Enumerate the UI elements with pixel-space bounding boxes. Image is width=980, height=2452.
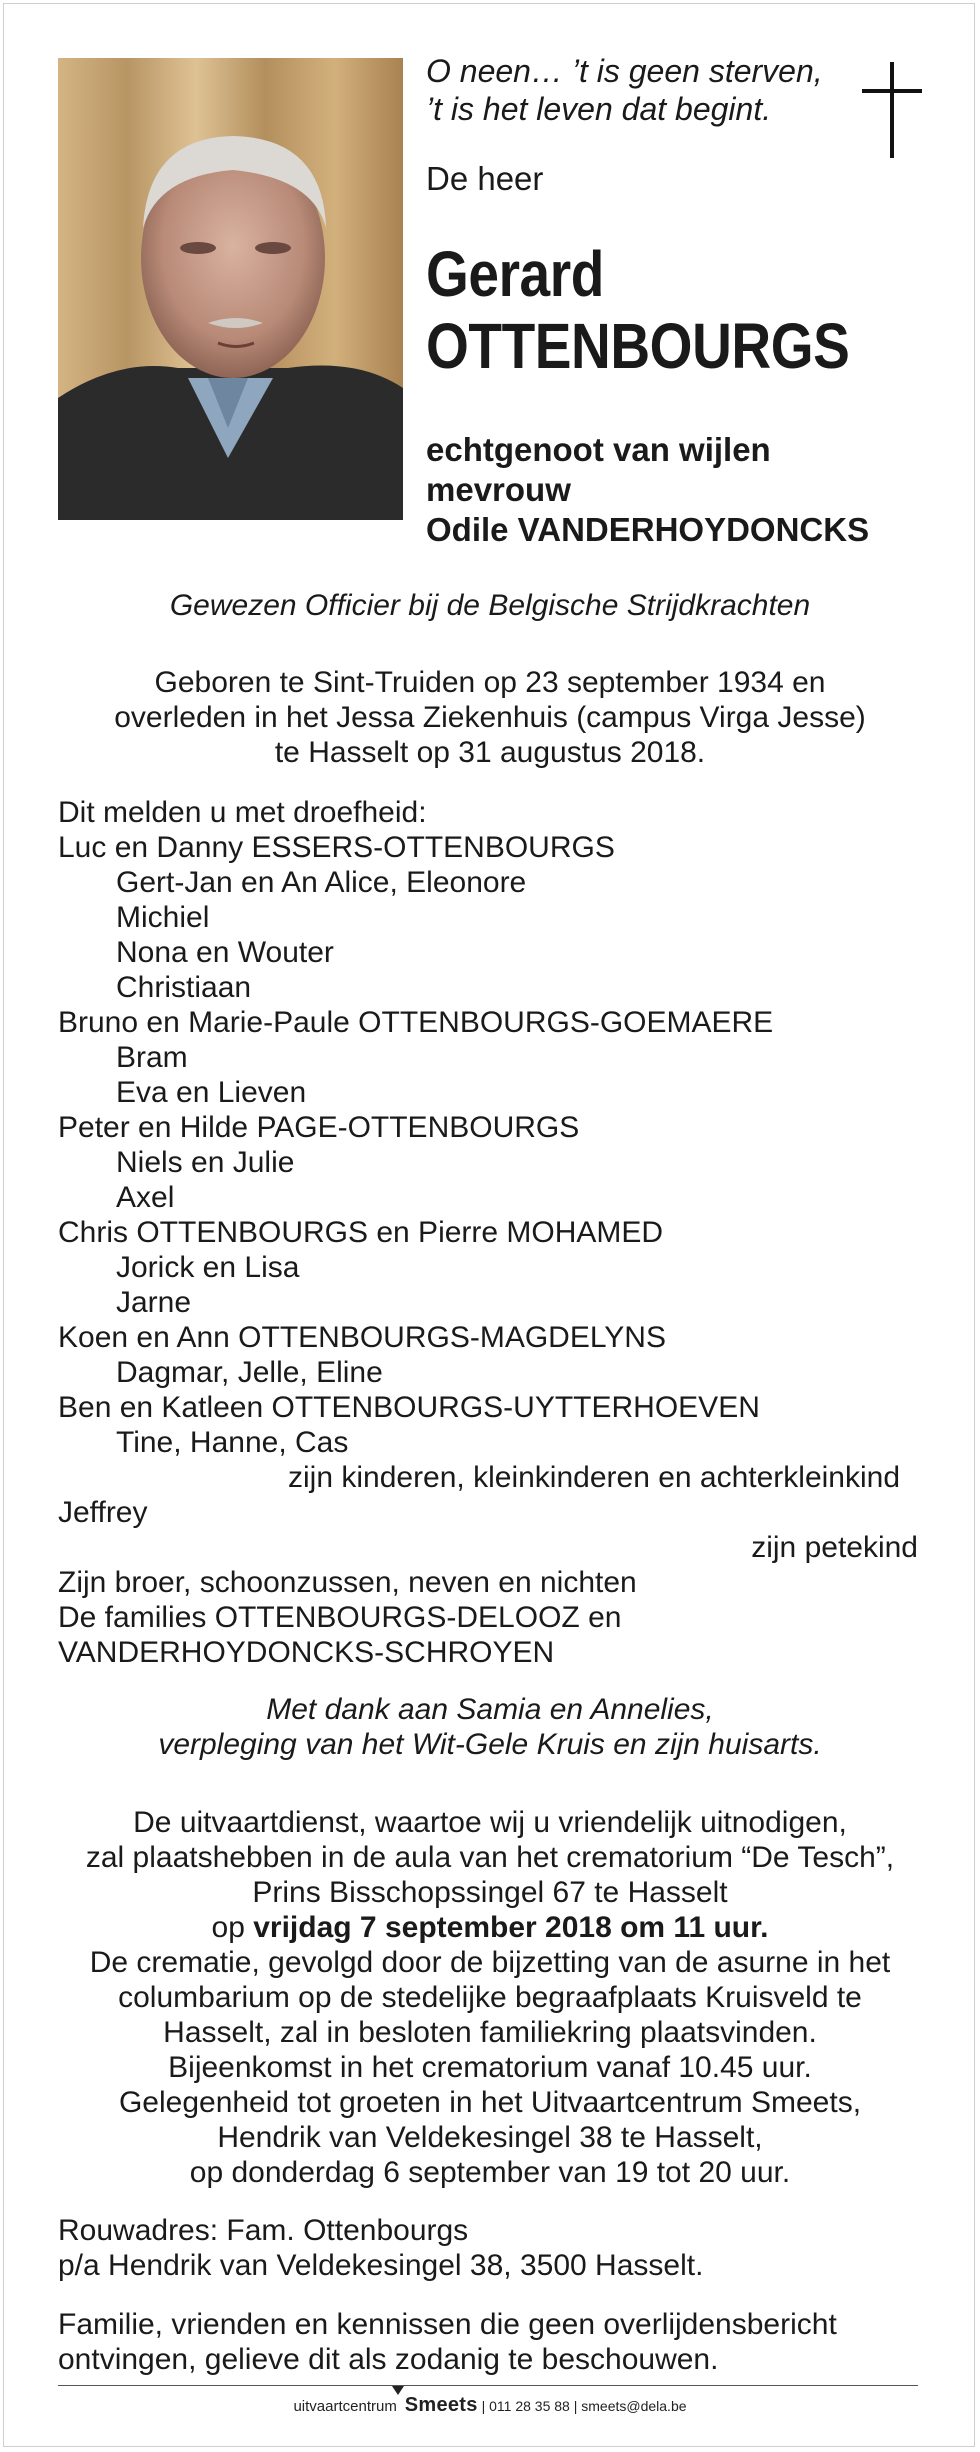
birth-death-line: Geboren te Sint-Truiden op 23 september 1934 en: [154, 666, 826, 699]
first-name: Gerard: [426, 238, 604, 310]
ceremony-line: Hendrik van Veldekesingel 38 te Hasselt,: [217, 2121, 763, 2154]
ceremony-date-prefix: op: [211, 1911, 254, 1944]
thanks-line: Met dank aan Samia en Annelies,: [266, 1693, 714, 1726]
spouse-info: [426, 430, 869, 550]
relation-children: zijn kinderen, kleinkinderen en achterkleinkind: [288, 1461, 901, 1494]
family-grandchild-line: Tine, Hanne, Cas: [116, 1426, 349, 1459]
spouse-line-2: mevrouw: [426, 471, 571, 508]
family-grandchild-line: Michiel: [116, 901, 210, 934]
ceremony-line: De uitvaartdienst, waartoe wij u vriendelijk uitnodigen,: [133, 1806, 847, 1839]
last-name: OTTENBOURGS: [426, 310, 850, 382]
thanks-note: [0, 1692, 980, 1762]
relation-godchild: zijn petekind: [751, 1531, 918, 1564]
family-grandchild-line: Axel: [116, 1181, 175, 1214]
family-grandchild-line: Bram: [116, 1041, 188, 1074]
family-list: [58, 795, 918, 1670]
other-relatives: Zijn broer, schoonzussen, neven en nichten: [58, 1566, 637, 1599]
family-grandchild-line: Christiaan: [116, 971, 252, 1004]
family-grandchild-line: Jarne: [116, 1286, 192, 1319]
ceremony-info: [0, 1805, 980, 2190]
footer-divider: [58, 2385, 918, 2386]
family-grandchild-line: Gert-Jan en An Alice, Eleonore: [116, 866, 527, 899]
birth-death-line: overleden in het Jessa Ziekenhuis (campus Virga Jesse): [114, 701, 866, 734]
cross-icon: [862, 62, 922, 158]
poem-line-2: ’t is het leven dat begint.: [426, 91, 772, 127]
footer-email[interactable]: smeets@dela.be: [581, 2398, 687, 2414]
footer-prefix: uitvaartcentrum: [293, 2398, 397, 2415]
ceremony-date: [0, 1910, 980, 1945]
spouse-line-1: echtgenoot van wijlen: [426, 431, 771, 468]
godchild-name: Jeffrey: [58, 1496, 148, 1529]
family-child-line: Peter en Hilde PAGE-OTTENBOURGS: [58, 1111, 580, 1144]
family-grandchild-line: Dagmar, Jelle, Eline: [116, 1356, 383, 1389]
deceased-name: [426, 238, 849, 382]
funeral-home-footer: uitvaartcentrum Smeets | 011 28 35 88 | smeets@dela.be: [293, 2394, 687, 2416]
family-intro: Dit melden u met droefheid:: [58, 796, 427, 829]
ceremony-line: De crematie, gevolgd door de bijzetting van de asurne in het: [89, 1946, 891, 1979]
footer-brand: Smeets: [404, 2394, 478, 2416]
closing-line: Familie, vrienden en kennissen die geen overlijdensbericht: [58, 2308, 837, 2341]
ceremony-line: Prins Bisschopssingel 67 te Hasselt: [252, 1876, 728, 1909]
ceremony-line: Gelegenheid tot groeten in het Uitvaartcentrum Smeets,: [118, 2086, 862, 2119]
portrait-image: [58, 58, 403, 520]
family-child-line: Ben en Katleen OTTENBOURGS-UYTTERHOEVEN: [58, 1391, 760, 1424]
ceremony-line: Hasselt, zal in besloten familiekring plaatsvinden.: [163, 2016, 817, 2049]
address-line: p/a Hendrik van Veldekesingel 38, 3500 Hasselt.: [58, 2249, 704, 2282]
closing-line: ontvingen, gelieve dit als zodanig te beschouwen.: [58, 2343, 719, 2376]
footer-phone: 011 28 35 88: [489, 2398, 570, 2414]
family-child-line: Luc en Danny ESSERS-OTTENBOURGS: [58, 831, 615, 864]
birth-death-line: te Hasselt op 31 augustus 2018.: [274, 736, 706, 769]
family-grandchild-line: Nona en Wouter: [116, 936, 334, 969]
ceremony-line: columbarium op de stedelijke begraafplaats Kruisveld te: [118, 1981, 862, 2014]
birth-death-info: [0, 665, 980, 770]
ceremony-line: zal plaatshebben in de aula van het crematorium “De Tesch”,: [85, 1841, 895, 1874]
occupation: Gewezen Officier bij de Belgische Strijdkrachten: [169, 589, 811, 622]
spouse-name: Odile VANDERHOYDONCKS: [426, 511, 870, 548]
family-grandchild-line: Niels en Julie: [116, 1146, 295, 1179]
honorific: De heer: [426, 160, 544, 197]
ceremony-line: Bijeenkomst in het crematorium vanaf 10.45 uur.: [168, 2051, 812, 2084]
family-grandchild-line: Eva en Lieven: [116, 1076, 307, 1109]
thanks-line: verpleging van het Wit-Gele Kruis en zijn huisarts.: [158, 1728, 822, 1761]
family-child-line: Chris OTTENBOURGS en Pierre MOHAMED: [58, 1216, 664, 1249]
closing-note: [58, 2307, 918, 2377]
ceremony-line: op donderdag 6 september van 19 tot 20 uur.: [189, 2156, 791, 2189]
address-line: Rouwadres: Fam. Ottenbourgs: [58, 2214, 469, 2247]
other-relatives: VANDERHOYDONCKS-SCHROYEN: [58, 1636, 555, 1669]
portrait-photo: [58, 58, 403, 520]
mourning-address: [58, 2213, 918, 2283]
ceremony-date-bold: vrijdag 7 september 2018 om 11 uur.: [253, 1911, 769, 1944]
other-relatives: De families OTTENBOURGS-DELOOZ en: [58, 1601, 622, 1634]
family-child-line: Koen en Ann OTTENBOURGS-MAGDELYNS: [58, 1321, 666, 1354]
family-members: [58, 830, 918, 1460]
family-child-line: Bruno en Marie-Paule OTTENBOURGS-GOEMAERE: [58, 1006, 774, 1039]
poem-quote: [426, 52, 823, 128]
poem-line-1: O neen… ’t is geen sterven,: [426, 53, 823, 89]
family-grandchild-line: Jorick en Lisa: [116, 1251, 300, 1284]
